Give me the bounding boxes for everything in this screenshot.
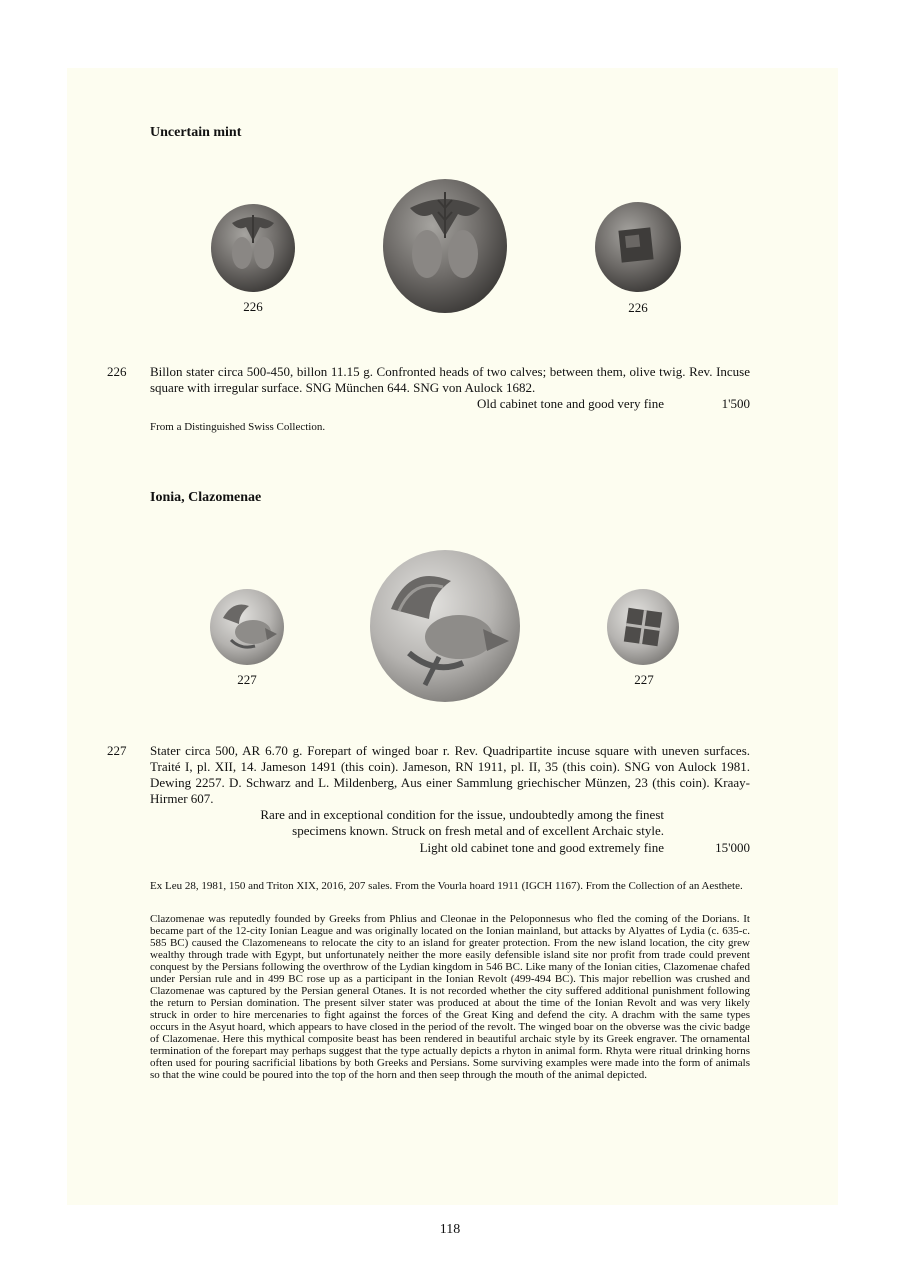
lot-condition-227-line-1: Rare and in exceptional condition for the issue, undoubtedly among the finest: [260, 807, 664, 822]
page-number: 118: [439, 1222, 461, 1237]
lot-provenance-226: From a Distinguished Swiss Collection.: [150, 421, 326, 433]
lot-description-227: Stater circa 500, AR 6.70 g. Forepart of winged boar r. Rev. Quadripartite incuse square with uneven surfaces. Traité I, pl. XII, 14. Jameson 1491 (this coin). Jameson, RN 1911, pl. II, 35 (this coin). SNG von Aulock 1981. Dewing 2257. D. Schwarz and L. Mildenberg, Aus einer Sammlung griechischer Münzen, 23 (this coin). Kraay-Hirmer 607.: [150, 743, 750, 806]
coin-227-reverse-image: [606, 588, 681, 667]
coin-226-obverse-large-image: [382, 178, 509, 315]
lot-condition-227-line-2: specimens known. Struck on fresh metal and of excellent Archaic style.: [292, 823, 664, 838]
lot-provenance-227: Ex Leu 28, 1981, 150 and Triton XIX, 2016, 207 sales. From the Vourla hoard 1911 (IGCH 1167). From the Collection of an Aesthete.: [150, 880, 743, 892]
lot-condition-226: Old cabinet tone and good very fine: [477, 396, 664, 411]
coin-227-obverse-small-image: [209, 588, 285, 666]
lot-number-227: 227: [107, 743, 127, 758]
section-heading-ionia-clazomenae: Ionia, Clazomenae: [150, 490, 262, 505]
lot-commentary-227: Clazomenae was reputedly founded by Greeks from Phlius and Cleonae in the Peloponnesus who fled the coming of the Dorians. It became part of the 12-city Ionian League and was originally located on the Ionian mainland, but attacks by Alyattes of Lydia (c. 635-c. 585 BC) caused the Clazomeneans to relocate the city to an island for greater protection. From the new island location, the city grew wealthy through trade with Egypt, but unfortunately neither the more easily defensible island site nor profit from trade could prevent conquest by the Persians following the overthrow of the Lydian kingdom in 546 BC. Like many of the Ionian cities, Clazomenae chafed under Persian rule and in 499 BC rose up as a participant in the Ionian Revolt (499-494 BC). This major rebellion was crushed and Clazomenae was captured by the Persian general Otanes. It is not recorded whether the city suffered additional punishment following the return to Persian domination. The present silver stater was produced at about the time of the Ionian Revolt and was very likely struck in order to hire mercenaries to fight against the forces of the Great King and defend the city. A drachm with the same types occurs in the Asyut hoard, which appears to have closed in the period of the revolt. The winged boar on the obverse was the civic badge of Clazomenae. Here this mythical composite beast has been rendered in beautiful archaic style by its Greek engraver. The ornamental termination of the forepart may perhaps suggest that the type actually depicts a rhyton in animal form. Rhyta were ritual drinking horns often used for pouring sacrificial libations by both Greeks and Persians. Some surviving examples were made into the form of animals so that the wine could be poured into the top of the horn and then seep through the mouth of the animal depicted.: [150, 913, 750, 1081]
lot-estimate-226: 1'500: [721, 396, 750, 411]
section-heading-uncertain-mint: Uncertain mint: [150, 125, 242, 140]
coin-label-227-reverse: 227: [634, 672, 654, 687]
coin-226-reverse-image: [594, 201, 682, 293]
coin-label-226-reverse: 226: [628, 300, 648, 315]
lot-description-226: Billon stater circa 500-450, billon 11.15 g. Confronted heads of two calves; between them, olive twig. Rev. Incuse square with irregular surface. SNG München 644. SNG von Aulock 1682.: [150, 364, 750, 395]
coin-label-226-obverse: 226: [243, 299, 263, 314]
lot-estimate-227: 15'000: [715, 840, 750, 855]
coin-226-obverse-small-image: [210, 203, 296, 293]
coin-227-obverse-large-image: [369, 549, 521, 704]
coin-label-227-obverse: 227: [237, 672, 257, 687]
lot-condition-227-line-3: Light old cabinet tone and good extremely fine: [419, 840, 664, 855]
lot-number-226: 226: [107, 364, 127, 379]
